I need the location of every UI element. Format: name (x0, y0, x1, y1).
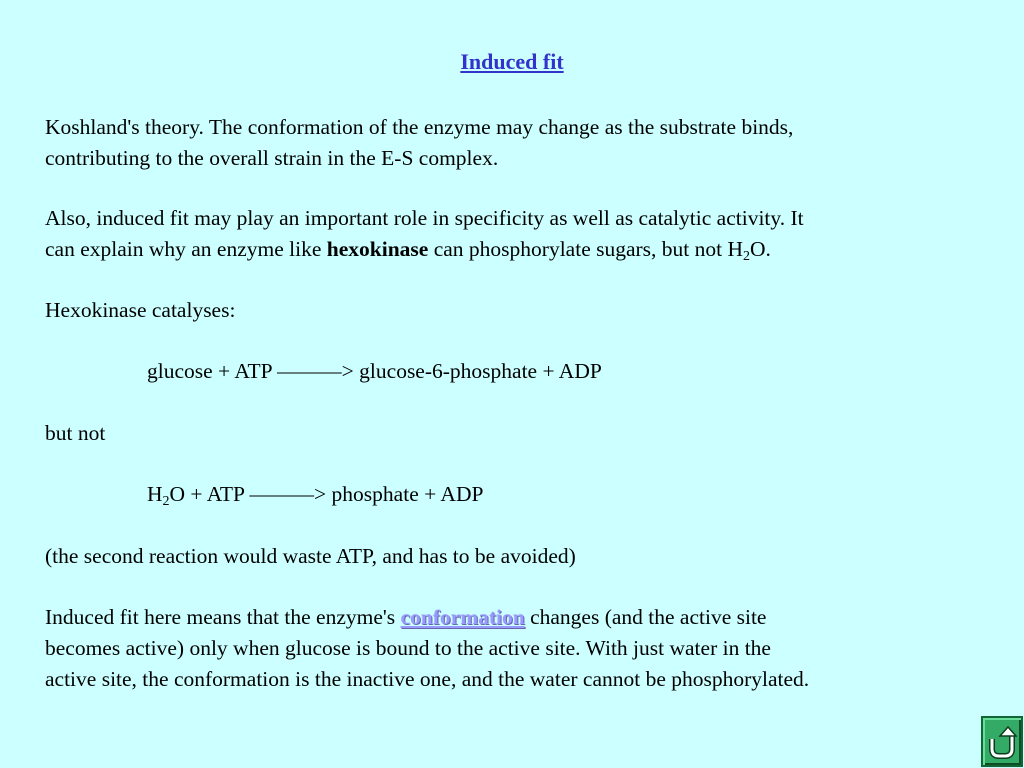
text-run: Induced fit here means that the enzyme's (45, 605, 401, 629)
hexokinase-term: hexokinase (326, 237, 429, 261)
paragraph-catalyses: Hexokinase catalyses: (45, 298, 236, 322)
slide-title: Induced fit (460, 49, 564, 74)
subscript: 2 (743, 249, 751, 264)
text-run: O + ATP ———> phosphate + ADP (169, 482, 484, 506)
subscript: 2 (162, 494, 170, 509)
paragraph-line (45, 602, 809, 633)
text-run: can phosphorylate sugars, but not H (428, 237, 744, 261)
return-button[interactable] (981, 716, 1023, 767)
paragraph-waste-note: (the second reaction would waste ATP, and has to be avoided) (45, 544, 576, 568)
return-arrow-icon (987, 725, 1017, 759)
paragraph-line: becomes active) only when glucose is bound to the active site. With just water in the (45, 636, 771, 660)
paragraph-line (45, 234, 804, 265)
text-run: can explain why an enzyme like (45, 237, 327, 261)
text-run: H (147, 482, 163, 506)
paragraph-koshland (45, 112, 793, 174)
paragraph-specificity (45, 203, 804, 265)
paragraph-line: active site, the conformation is the inactive one, and the water cannot be phosphorylated. (45, 667, 810, 691)
text-run: O. (750, 237, 771, 261)
paragraph-line: Also, induced fit may play an important role in specificity as well as catalytic activity. It (45, 206, 804, 230)
reaction-water (147, 479, 483, 510)
paragraph-induced-fit (45, 602, 809, 695)
paragraph-line: contributing to the overall strain in the E-S complex. (45, 146, 499, 170)
text-run: changes (and the active site (524, 605, 767, 629)
paragraph-line: Koshland's theory. The conformation of the enzyme may change as the substrate binds, (45, 115, 794, 139)
conformation-link[interactable]: conformation (400, 605, 525, 629)
reaction-glucose: glucose + ATP ———> glucose-6-phosphate + ADP (147, 359, 602, 383)
paragraph-but-not: but not (45, 421, 106, 445)
